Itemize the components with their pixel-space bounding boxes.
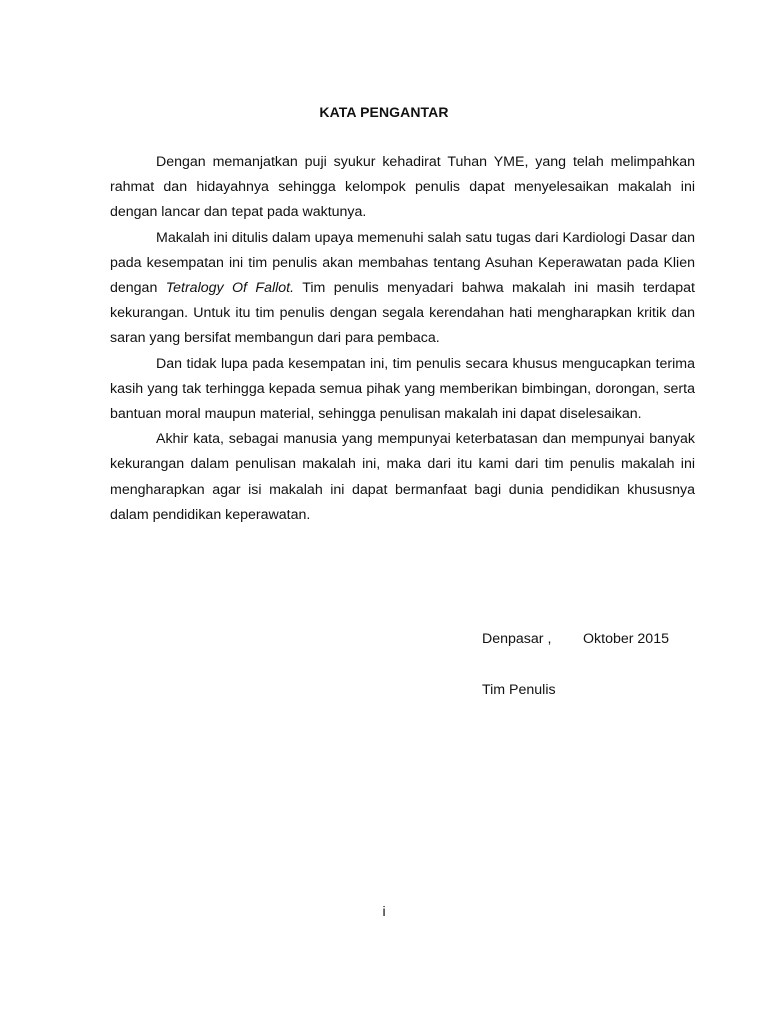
- paragraph-2-start: Makalah ini ditulis dalam upaya memenuhi salah satu tugas dari Kardiologi Dasar dan pada kesempatan ini tim penulis akan membahas tentang Asuhan Keperawatan pada Klien dengan: [110, 229, 695, 297]
- closing-date: Oktober 2015: [583, 631, 669, 647]
- paragraph-4: Akhir kata, sebagai manusia yang mempunyai keterbatasan dan mempunyai banyak kekurangan dalam penulisan makalah ini, maka dari itu kami dari tim penulis makalah ini mengharapkan agar isi makalah ini dapat bermanfaat bagi dunia pendidikan khususnya dalam pendidikan keperawatan.: [110, 431, 695, 523]
- paragraph-2-italic-term: Tetralogy Of Fallot.: [165, 280, 295, 297]
- page-number: i: [382, 903, 386, 919]
- body-text: [110, 150, 695, 528]
- paragraph-2: [110, 226, 695, 352]
- paragraph-1: Dengan memanjatkan puji syukur kehadirat Tuhan YME, yang telah melimpahkan rahmat dan hidayahnya sehingga kelompok penulis dapat menyelesaikan makalah ini dengan lancar dan tepat pada waktunya.: [110, 154, 695, 221]
- page-title: KATA PENGANTAR: [319, 104, 449, 120]
- paragraph-3: Dan tidak lupa pada kesempatan ini, tim penulis secara khusus mengucapkan terima kasih yang tak terhingga kepada semua pihak yang memberikan bimbingan, dorongan, serta bantuan moral maupun material, sehingga penulisan makalah ini dapat diselesaikan.: [110, 355, 695, 423]
- paragraph-2-end: Tim penulis menyadari bahwa makalah ini masih terdapat kekurangan. Untuk itu tim penulis dengan segala kerendahan hati mengharapkan kritik dan saran yang bersifat membangun dari para pembaca.: [110, 280, 695, 347]
- closing-place: Denpasar ,: [482, 631, 552, 647]
- place-date: [482, 631, 669, 647]
- closing-signer: Tim Penulis: [482, 682, 556, 698]
